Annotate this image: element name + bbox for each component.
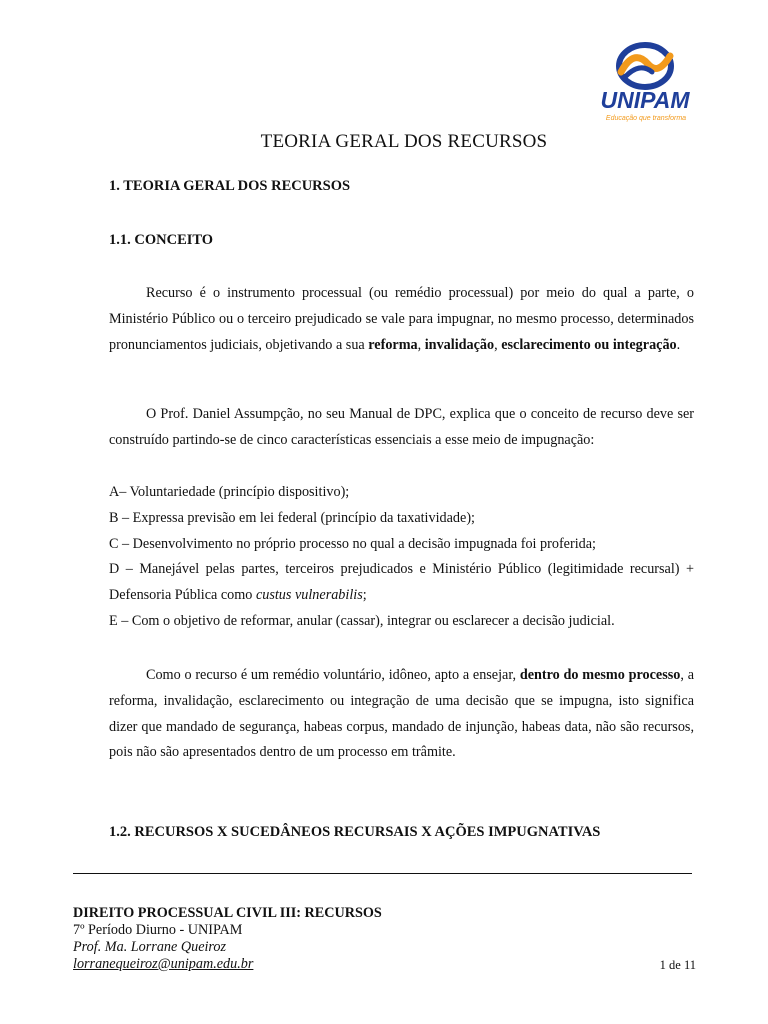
footer-course: DIREITO PROCESSUAL CIVIL III: RECURSOS [73,905,382,921]
list-item-d [109,557,694,609]
bold-invalidacao: invalidação [424,336,495,353]
logo-wordmark: UNIPAM [600,87,690,113]
list-item-b: B – Expressa previsão em lei federal (princípio da taxatividade); [109,509,475,526]
unipam-logo [590,42,700,124]
logo-tagline: Educação que transforma [605,115,687,122]
footer-period: 7º Período Diurno - UNIPAM [73,922,243,938]
separator: , [494,336,502,353]
separator: , [417,336,425,353]
list-item-c: C – Desenvolvimento no próprio processo no qual a decisão impugnada foi proferida; [109,535,596,552]
paragraph-text: O Prof. Daniel Assumpção, no seu Manual de DPC, explica que o conceito de recurso deve ser construído partindo-se de cinco características essenciais a esse meio de impugnação: [109,406,694,448]
footer-divider [73,873,692,874]
italic-custus: custus vulnerabilis [255,587,363,604]
list-item-d-text: D – Manejável pelas partes, terceiros prejudicados e Ministério Público (legitimidade recursal) + Defensoria Pública como [109,561,694,604]
paragraph-text-cont: , a reforma, invalidação, esclarecimento ou integração de uma decisão que se impugna, isto significa dizer que mandado de segurança, habeas corpus, mandado de injunção, habeas data, não são recursos, pois não são apresentados dentro de um processo em trâmite. [109,667,694,761]
page-number: 1 de 11 [659,958,696,972]
paragraph-concept [109,281,694,358]
semicolon: ; [362,587,367,604]
paragraph-assumpcao [109,402,694,454]
paragraph-text: Como o recurso é um remédio voluntário, idôneo, apto a ensejar, [146,667,520,683]
section-heading-1-1: 1.1. CONCEITO [109,232,214,248]
footer-professor: Prof. Ma. Lorrane Queiroz [73,939,227,955]
characteristics-list [109,480,694,635]
list-item-e: E – Com o objetivo de reformar, anular (cassar), integrar ou esclarecer a decisão judicial. [109,612,615,629]
period: . [676,336,681,353]
paragraph-text: Recurso é o instrumento processual (ou remédio processual) por meio do qual a parte, o Ministério Público ou o terceiro prejudicado se vale para impugnar, no mesmo processo, determinados pronunciamentos judiciais, objetivando a sua [109,285,694,353]
paragraph-remedio [109,663,694,766]
document-title: TEORIA GERAL DOS RECURSOS [260,131,548,152]
bold-dentro-mesmo-processo: dentro do mesmo processo [519,667,681,683]
list-item-a: A– Voluntariedade (princípio dispositivo); [109,484,350,500]
section-heading-1-2: 1.2. RECURSOS X SUCEDÂNEOS RECURSAIS X AÇÕES IMPUGNATIVAS [109,824,601,840]
bold-esclarecimento: esclarecimento ou integração [501,336,677,353]
footer-email-link[interactable]: lorranequeiroz@unipam.edu.br [73,956,254,972]
bold-reforma: reforma [368,336,418,353]
section-heading-1: 1. TEORIA GERAL DOS RECURSOS [109,178,351,194]
